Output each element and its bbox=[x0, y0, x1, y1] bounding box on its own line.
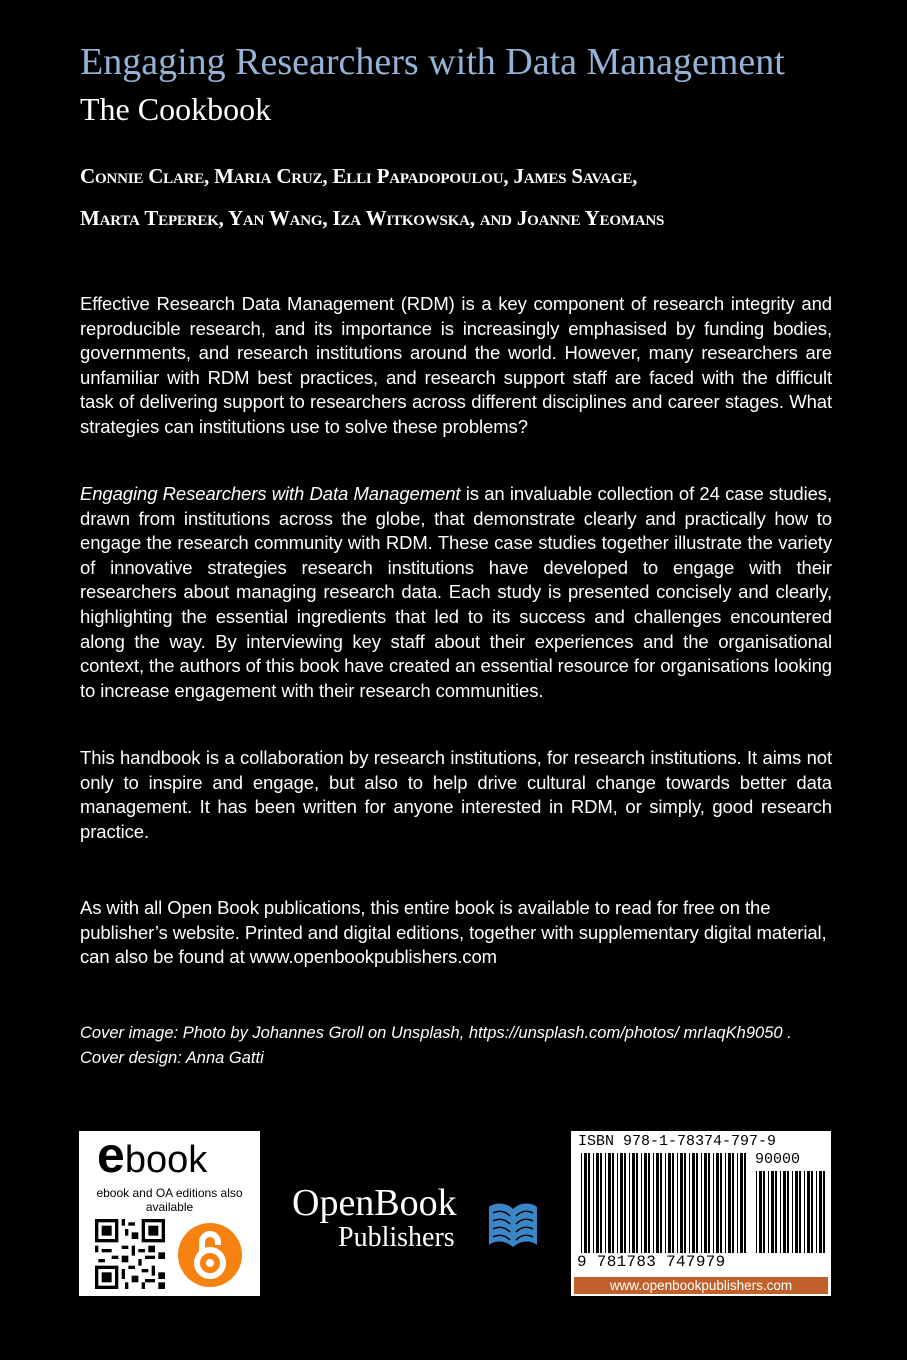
barcode-bar bbox=[629, 1153, 630, 1253]
barcode-bar bbox=[648, 1153, 650, 1253]
barcode-bar bbox=[771, 1171, 774, 1253]
book-subtitle: The Cookbook bbox=[80, 91, 272, 127]
author-list bbox=[80, 155, 870, 239]
blurb-paragraph-4: As with all Open Book publications, this entire book is available to read for free on the publisher’s website. Printed and digital editions, together with supplementary digital material, can also be found at www.openbookpublishers.com bbox=[80, 897, 827, 968]
barcode-bar bbox=[641, 1153, 642, 1253]
publisher-name: OpenBook bbox=[292, 1182, 457, 1224]
barcode-bar bbox=[775, 1171, 777, 1253]
barcode-bar bbox=[732, 1153, 734, 1253]
ebook-availability-note: ebook and OA editions also available bbox=[96, 1186, 243, 1214]
barcode-bar bbox=[600, 1153, 602, 1253]
barcode-bar bbox=[701, 1153, 702, 1253]
barcode-bar bbox=[617, 1153, 618, 1253]
blurb-paragraph-2-text: is an invaluable collection of 24 case studies, drawn from institutions across the globe, that demonstrate clearly and practically how to engage the research community with RDM. These case studies together illustrate the variety of innovative strategies research institutions have developed to engage with their researchers about managing research data. Each study is presented concisely and clearly, highlighting the essential ingredients that led to its success and challenges encountered along the way. By interviewing key staff about their experiences and the organisational context, the authors of this book have created an essential resource for organisations looking to increase engagement with their research communities. bbox=[80, 483, 832, 701]
barcode-bar bbox=[795, 1171, 798, 1253]
barcode-bar bbox=[708, 1153, 710, 1253]
barcode-bar bbox=[644, 1153, 647, 1253]
isbn-barcode bbox=[571, 1131, 831, 1296]
barcode-bar bbox=[660, 1153, 662, 1253]
barcode-bar bbox=[780, 1171, 781, 1253]
barcode-bar bbox=[804, 1171, 805, 1253]
publisher-website[interactable]: www.openbookpublishers.com bbox=[574, 1277, 828, 1294]
barcode-bar bbox=[680, 1153, 683, 1253]
barcode-bar bbox=[593, 1153, 594, 1253]
open-access-icon bbox=[177, 1222, 243, 1288]
isbn-number: ISBN 978-1-78374-797-9 bbox=[578, 1133, 777, 1150]
barcode-bar bbox=[725, 1153, 726, 1253]
barcode-bar bbox=[636, 1153, 638, 1253]
barcode-bar bbox=[783, 1171, 786, 1253]
publisher-subtitle: Publishers bbox=[338, 1222, 455, 1253]
ebook-logo-e: e bbox=[97, 1127, 125, 1183]
barcode-bar bbox=[728, 1153, 731, 1253]
barcode-bar bbox=[799, 1171, 801, 1253]
barcode-bar bbox=[744, 1153, 746, 1253]
ebook-logo bbox=[97, 1127, 208, 1183]
blurb-paragraph-2 bbox=[80, 482, 832, 703]
barcode-bars bbox=[571, 1131, 831, 1296]
barcode-bar bbox=[668, 1153, 671, 1253]
authors-line-2: Marta Teperek, Yan Wang, Iza Witkowska, and Joanne Yeomans bbox=[80, 206, 665, 230]
barcode-bar bbox=[816, 1171, 817, 1253]
barcode-bar bbox=[716, 1153, 719, 1253]
price-code: 90000 bbox=[755, 1151, 801, 1168]
barcode-bar bbox=[740, 1153, 743, 1253]
barcode-bar bbox=[588, 1153, 590, 1253]
qr-code-icon[interactable] bbox=[95, 1219, 165, 1289]
barcode-bar bbox=[811, 1171, 813, 1253]
ebook-badge bbox=[79, 1127, 260, 1296]
barcode-bar bbox=[584, 1153, 587, 1253]
open-book-icon bbox=[485, 1195, 541, 1251]
barcode-bar bbox=[689, 1153, 690, 1253]
ebook-logo-text: book bbox=[124, 1139, 208, 1181]
barcode-bar bbox=[756, 1171, 757, 1253]
barcode-bar bbox=[819, 1171, 822, 1253]
barcode-bar bbox=[653, 1153, 654, 1253]
blurb-paragraph-3: This handbook is a collaboration by research institutions, for research institutions. It aims not only to inspire and engage, but also to help drive cultural change towards better data management. It has been written for anyone interested in RDM, or simply, good research practice. bbox=[80, 747, 832, 842]
authors-line-1: Connie Clare, Maria Cruz, Elli Papadopoulou, James Savage, bbox=[80, 164, 638, 188]
barcode-bar bbox=[713, 1153, 714, 1253]
book-title: Engaging Researchers with Data Management bbox=[80, 41, 785, 83]
barcode-bar bbox=[656, 1153, 659, 1253]
barcode-bar bbox=[823, 1171, 825, 1253]
barcode-bar bbox=[672, 1153, 674, 1253]
barcode-bar bbox=[608, 1153, 611, 1253]
cover-credit: Cover image: Photo by Johannes Groll on Unsplash, https://unsplash.com/photos/ mrIaqKh9050 . Cover design: Anna Gatti bbox=[80, 1024, 792, 1067]
barcode-bar bbox=[696, 1153, 698, 1253]
barcode-bar bbox=[624, 1153, 626, 1253]
barcode-bar bbox=[792, 1171, 793, 1253]
barcode-bar bbox=[737, 1153, 738, 1253]
barcode-bar bbox=[596, 1153, 599, 1253]
barcode-bar bbox=[807, 1171, 810, 1253]
barcode-bar bbox=[684, 1153, 686, 1253]
barcode-bar bbox=[665, 1153, 666, 1253]
barcode-digits: 9 781783 747979 bbox=[577, 1253, 726, 1271]
barcode-bar bbox=[768, 1171, 769, 1253]
barcode-bar bbox=[787, 1171, 789, 1253]
barcode-bar bbox=[581, 1153, 582, 1253]
barcode-bar bbox=[704, 1153, 707, 1253]
barcode-bar bbox=[677, 1153, 678, 1253]
barcode-bar bbox=[720, 1153, 722, 1253]
book-title-italic: Engaging Researchers with Data Management bbox=[80, 483, 461, 504]
barcode-bar bbox=[612, 1153, 614, 1253]
blurb-paragraph-1: Effective Research Data Management (RDM) is a key component of research integrity and reproducible research, and its importance is increasingly emphasised by funding bodies, governments, and research institutions around the world. However, many researchers are unfamiliar with RDM best practices, and research support staff are faced with the difficult task of delivering support to researchers across different disciplines and career stages. What strategies can institutions use to solve these problems? bbox=[80, 293, 832, 437]
barcode-bar bbox=[632, 1153, 635, 1253]
barcode-bar bbox=[692, 1153, 695, 1253]
barcode-bar bbox=[763, 1171, 765, 1253]
barcode-bar bbox=[759, 1171, 762, 1253]
publisher-logo bbox=[292, 1183, 542, 1263]
barcode-bar bbox=[605, 1153, 606, 1253]
barcode-bar bbox=[620, 1153, 623, 1253]
